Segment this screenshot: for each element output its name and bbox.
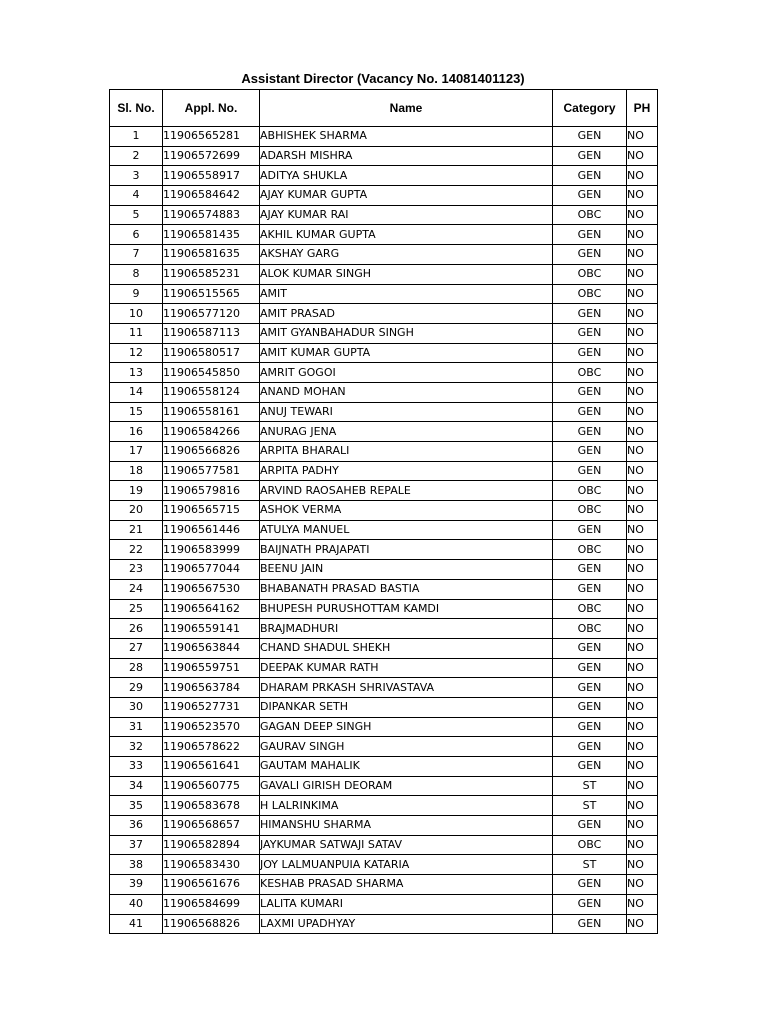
- table-row: [110, 599, 658, 619]
- table-row: [110, 127, 658, 147]
- cell-ph: NO: [627, 205, 658, 225]
- cell-ph: NO: [627, 638, 658, 658]
- table-row: [110, 835, 658, 855]
- cell-name: GAVALI GIRISH DEORAM: [260, 776, 553, 796]
- table-row: [110, 658, 658, 678]
- cell-name: HIMANSHU SHARMA: [260, 816, 553, 836]
- table-row: [110, 619, 658, 639]
- cell-appl-no: 11906583999: [163, 540, 260, 560]
- cell-category: OBC: [553, 619, 627, 639]
- cell-category: GEN: [553, 186, 627, 206]
- table-row: [110, 579, 658, 599]
- cell-ph: NO: [627, 855, 658, 875]
- candidate-table: [109, 89, 658, 934]
- cell-ph: NO: [627, 875, 658, 895]
- cell-appl-no: 11906577120: [163, 304, 260, 324]
- header-name: Name: [260, 90, 553, 127]
- cell-appl-no: 11906572699: [163, 146, 260, 166]
- table-row: [110, 776, 658, 796]
- cell-category: OBC: [553, 363, 627, 383]
- cell-ph: NO: [627, 166, 658, 186]
- cell-sl-no: 38: [110, 855, 163, 875]
- cell-name: BEENU JAIN: [260, 560, 553, 580]
- cell-name: AJAY KUMAR GUPTA: [260, 186, 553, 206]
- cell-category: OBC: [553, 501, 627, 521]
- cell-ph: NO: [627, 264, 658, 284]
- header-category: Category: [553, 90, 627, 127]
- cell-ph: NO: [627, 757, 658, 777]
- cell-name: ASHOK VERMA: [260, 501, 553, 521]
- cell-ph: NO: [627, 520, 658, 540]
- cell-name: BRAJMADHURI: [260, 619, 553, 639]
- cell-appl-no: 11906584699: [163, 894, 260, 914]
- cell-ph: NO: [627, 717, 658, 737]
- table-row: [110, 737, 658, 757]
- cell-category: GEN: [553, 402, 627, 422]
- cell-ph: NO: [627, 894, 658, 914]
- cell-ph: NO: [627, 481, 658, 501]
- cell-category: GEN: [553, 658, 627, 678]
- cell-ph: NO: [627, 304, 658, 324]
- cell-ph: NO: [627, 816, 658, 836]
- cell-appl-no: 11906568657: [163, 816, 260, 836]
- cell-category: GEN: [553, 166, 627, 186]
- table-row: [110, 540, 658, 560]
- cell-category: GEN: [553, 225, 627, 245]
- cell-sl-no: 30: [110, 697, 163, 717]
- cell-appl-no: 11906523570: [163, 717, 260, 737]
- header-sl-no: Sl. No.: [110, 90, 163, 127]
- cell-category: OBC: [553, 284, 627, 304]
- cell-name: LALITA KUMARI: [260, 894, 553, 914]
- table-row: [110, 914, 658, 934]
- cell-sl-no: 24: [110, 579, 163, 599]
- cell-category: OBC: [553, 599, 627, 619]
- table-row: [110, 422, 658, 442]
- cell-name: LAXMI UPADHYAY: [260, 914, 553, 934]
- cell-name: DEEPAK KUMAR RATH: [260, 658, 553, 678]
- cell-name: AMIT PRASAD: [260, 304, 553, 324]
- table-row: [110, 717, 658, 737]
- cell-name: ADARSH MISHRA: [260, 146, 553, 166]
- table-row: [110, 304, 658, 324]
- cell-sl-no: 17: [110, 442, 163, 462]
- header-ph: PH: [627, 90, 658, 127]
- table-row: [110, 816, 658, 836]
- cell-sl-no: 32: [110, 737, 163, 757]
- cell-category: GEN: [553, 442, 627, 462]
- cell-appl-no: 11906565715: [163, 501, 260, 521]
- cell-name: H LALRINKIMA: [260, 796, 553, 816]
- cell-category: ST: [553, 796, 627, 816]
- cell-sl-no: 35: [110, 796, 163, 816]
- cell-appl-no: 11906583678: [163, 796, 260, 816]
- cell-name: AJAY KUMAR RAI: [260, 205, 553, 225]
- cell-ph: NO: [627, 127, 658, 147]
- cell-category: GEN: [553, 697, 627, 717]
- table-row: [110, 875, 658, 895]
- cell-appl-no: 11906584642: [163, 186, 260, 206]
- cell-ph: NO: [627, 501, 658, 521]
- cell-name: KESHAB PRASAD SHARMA: [260, 875, 553, 895]
- table-row: [110, 323, 658, 343]
- cell-sl-no: 36: [110, 816, 163, 836]
- cell-category: GEN: [553, 422, 627, 442]
- table-row: [110, 363, 658, 383]
- cell-name: ALOK KUMAR SINGH: [260, 264, 553, 284]
- cell-ph: NO: [627, 245, 658, 265]
- cell-ph: NO: [627, 363, 658, 383]
- cell-sl-no: 40: [110, 894, 163, 914]
- table-row: [110, 855, 658, 875]
- cell-sl-no: 1: [110, 127, 163, 147]
- cell-name: AKSHAY GARG: [260, 245, 553, 265]
- cell-appl-no: 11906582894: [163, 835, 260, 855]
- cell-name: ARVIND RAOSAHEB REPALE: [260, 481, 553, 501]
- cell-category: GEN: [553, 382, 627, 402]
- cell-ph: NO: [627, 776, 658, 796]
- cell-ph: NO: [627, 796, 658, 816]
- cell-name: ANUJ TEWARI: [260, 402, 553, 422]
- cell-sl-no: 14: [110, 382, 163, 402]
- table-row: [110, 343, 658, 363]
- cell-ph: NO: [627, 560, 658, 580]
- cell-category: GEN: [553, 323, 627, 343]
- cell-category: GEN: [553, 638, 627, 658]
- cell-sl-no: 33: [110, 757, 163, 777]
- cell-ph: NO: [627, 697, 658, 717]
- cell-appl-no: 11906559141: [163, 619, 260, 639]
- cell-name: GAURAV SINGH: [260, 737, 553, 757]
- cell-ph: NO: [627, 579, 658, 599]
- cell-sl-no: 37: [110, 835, 163, 855]
- cell-sl-no: 23: [110, 560, 163, 580]
- cell-category: GEN: [553, 560, 627, 580]
- cell-category: GEN: [553, 757, 627, 777]
- cell-sl-no: 25: [110, 599, 163, 619]
- cell-appl-no: 11906581635: [163, 245, 260, 265]
- table-row: [110, 796, 658, 816]
- cell-appl-no: 11906566826: [163, 442, 260, 462]
- cell-category: GEN: [553, 894, 627, 914]
- table-body: [110, 127, 658, 934]
- cell-appl-no: 11906581435: [163, 225, 260, 245]
- cell-name: JOY LALMUANPUIA KATARIA: [260, 855, 553, 875]
- cell-appl-no: 11906561676: [163, 875, 260, 895]
- cell-name: BAIJNATH PRAJAPATI: [260, 540, 553, 560]
- cell-sl-no: 41: [110, 914, 163, 934]
- cell-appl-no: 11906561641: [163, 757, 260, 777]
- cell-name: ARPITA PADHY: [260, 461, 553, 481]
- cell-category: GEN: [553, 520, 627, 540]
- cell-name: AMIT KUMAR GUPTA: [260, 343, 553, 363]
- cell-appl-no: 11906579816: [163, 481, 260, 501]
- cell-sl-no: 21: [110, 520, 163, 540]
- cell-sl-no: 20: [110, 501, 163, 521]
- table-row: [110, 146, 658, 166]
- cell-appl-no: 11906564162: [163, 599, 260, 619]
- cell-ph: NO: [627, 343, 658, 363]
- cell-sl-no: 34: [110, 776, 163, 796]
- cell-name: AKHIL KUMAR GUPTA: [260, 225, 553, 245]
- cell-appl-no: 11906561446: [163, 520, 260, 540]
- cell-category: GEN: [553, 875, 627, 895]
- cell-name: GAGAN DEEP SINGH: [260, 717, 553, 737]
- table-row: [110, 284, 658, 304]
- cell-sl-no: 19: [110, 481, 163, 501]
- cell-appl-no: 11906585231: [163, 264, 260, 284]
- cell-ph: NO: [627, 146, 658, 166]
- table-row: [110, 225, 658, 245]
- cell-sl-no: 7: [110, 245, 163, 265]
- cell-sl-no: 22: [110, 540, 163, 560]
- cell-category: OBC: [553, 540, 627, 560]
- cell-ph: NO: [627, 678, 658, 698]
- cell-appl-no: 11906577581: [163, 461, 260, 481]
- cell-ph: NO: [627, 658, 658, 678]
- cell-sl-no: 5: [110, 205, 163, 225]
- cell-name: ADITYA SHUKLA: [260, 166, 553, 186]
- cell-ph: NO: [627, 382, 658, 402]
- cell-category: GEN: [553, 127, 627, 147]
- cell-ph: NO: [627, 619, 658, 639]
- cell-category: OBC: [553, 264, 627, 284]
- cell-ph: NO: [627, 323, 658, 343]
- cell-sl-no: 15: [110, 402, 163, 422]
- table-row: [110, 264, 658, 284]
- cell-appl-no: 11906587113: [163, 323, 260, 343]
- table-row: [110, 560, 658, 580]
- cell-category: GEN: [553, 245, 627, 265]
- cell-category: GEN: [553, 146, 627, 166]
- cell-sl-no: 4: [110, 186, 163, 206]
- cell-sl-no: 10: [110, 304, 163, 324]
- cell-ph: NO: [627, 402, 658, 422]
- cell-name: AMIT GYANBAHADUR SINGH: [260, 323, 553, 343]
- cell-sl-no: 29: [110, 678, 163, 698]
- cell-sl-no: 26: [110, 619, 163, 639]
- cell-appl-no: 11906584266: [163, 422, 260, 442]
- cell-name: ANAND MOHAN: [260, 382, 553, 402]
- cell-appl-no: 11906567530: [163, 579, 260, 599]
- cell-name: DIPANKAR SETH: [260, 697, 553, 717]
- table-row: [110, 757, 658, 777]
- table-row: [110, 245, 658, 265]
- table-row: [110, 481, 658, 501]
- cell-sl-no: 8: [110, 264, 163, 284]
- cell-appl-no: 11906580517: [163, 343, 260, 363]
- cell-category: ST: [553, 855, 627, 875]
- cell-ph: NO: [627, 284, 658, 304]
- header-appl-no: Appl. No.: [163, 90, 260, 127]
- cell-category: GEN: [553, 717, 627, 737]
- cell-sl-no: 13: [110, 363, 163, 383]
- cell-appl-no: 11906578622: [163, 737, 260, 757]
- cell-ph: NO: [627, 737, 658, 757]
- cell-name: AMRIT GOGOI: [260, 363, 553, 383]
- table-row: [110, 186, 658, 206]
- cell-appl-no: 11906565281: [163, 127, 260, 147]
- cell-sl-no: 6: [110, 225, 163, 245]
- table-row: [110, 697, 658, 717]
- cell-name: DHARAM PRKASH SHRIVASTAVA: [260, 678, 553, 698]
- cell-sl-no: 28: [110, 658, 163, 678]
- cell-ph: NO: [627, 442, 658, 462]
- cell-sl-no: 18: [110, 461, 163, 481]
- cell-appl-no: 11906558161: [163, 402, 260, 422]
- cell-name: ANURAG JENA: [260, 422, 553, 442]
- cell-appl-no: 11906545850: [163, 363, 260, 383]
- cell-category: GEN: [553, 914, 627, 934]
- table-row: [110, 520, 658, 540]
- table-row: [110, 402, 658, 422]
- cell-sl-no: 3: [110, 166, 163, 186]
- cell-name: BHABANATH PRASAD BASTIA: [260, 579, 553, 599]
- cell-appl-no: 11906563784: [163, 678, 260, 698]
- cell-appl-no: 11906577044: [163, 560, 260, 580]
- cell-sl-no: 16: [110, 422, 163, 442]
- cell-name: BHUPESH PURUSHOTTAM KAMDI: [260, 599, 553, 619]
- cell-appl-no: 11906560775: [163, 776, 260, 796]
- cell-ph: NO: [627, 422, 658, 442]
- cell-appl-no: 11906574883: [163, 205, 260, 225]
- cell-sl-no: 27: [110, 638, 163, 658]
- table-header-row: [110, 90, 658, 127]
- cell-category: GEN: [553, 678, 627, 698]
- table-row: [110, 501, 658, 521]
- cell-sl-no: 2: [110, 146, 163, 166]
- table-row: [110, 894, 658, 914]
- cell-name: ATULYA MANUEL: [260, 520, 553, 540]
- cell-sl-no: 9: [110, 284, 163, 304]
- cell-appl-no: 11906568826: [163, 914, 260, 934]
- cell-name: ABHISHEK SHARMA: [260, 127, 553, 147]
- cell-category: GEN: [553, 461, 627, 481]
- cell-ph: NO: [627, 835, 658, 855]
- cell-name: AMIT: [260, 284, 553, 304]
- table-row: [110, 166, 658, 186]
- table-row: [110, 442, 658, 462]
- cell-name: ARPITA BHARALI: [260, 442, 553, 462]
- cell-sl-no: 12: [110, 343, 163, 363]
- table-row: [110, 678, 658, 698]
- cell-appl-no: 11906515565: [163, 284, 260, 304]
- cell-appl-no: 11906583430: [163, 855, 260, 875]
- cell-category: GEN: [553, 343, 627, 363]
- cell-appl-no: 11906559751: [163, 658, 260, 678]
- cell-ph: NO: [627, 599, 658, 619]
- table-row: [110, 461, 658, 481]
- cell-sl-no: 31: [110, 717, 163, 737]
- cell-sl-no: 39: [110, 875, 163, 895]
- cell-appl-no: 11906563844: [163, 638, 260, 658]
- cell-ph: NO: [627, 186, 658, 206]
- cell-ph: NO: [627, 540, 658, 560]
- cell-category: ST: [553, 776, 627, 796]
- cell-name: CHAND SHADUL SHEKH: [260, 638, 553, 658]
- cell-name: JAYKUMAR SATWAJI SATAV: [260, 835, 553, 855]
- table-row: [110, 638, 658, 658]
- cell-ph: NO: [627, 914, 658, 934]
- table-row: [110, 205, 658, 225]
- cell-category: GEN: [553, 304, 627, 324]
- cell-appl-no: 11906558124: [163, 382, 260, 402]
- cell-appl-no: 11906558917: [163, 166, 260, 186]
- cell-category: GEN: [553, 816, 627, 836]
- cell-sl-no: 11: [110, 323, 163, 343]
- cell-category: OBC: [553, 481, 627, 501]
- cell-ph: NO: [627, 461, 658, 481]
- table-row: [110, 382, 658, 402]
- document-title: Assistant Director (Vacancy No. 14081401123): [241, 71, 525, 86]
- cell-appl-no: 11906527731: [163, 697, 260, 717]
- cell-ph: NO: [627, 225, 658, 245]
- cell-category: OBC: [553, 205, 627, 225]
- cell-category: GEN: [553, 579, 627, 599]
- cell-name: GAUTAM MAHALIK: [260, 757, 553, 777]
- cell-category: OBC: [553, 835, 627, 855]
- cell-category: GEN: [553, 737, 627, 757]
